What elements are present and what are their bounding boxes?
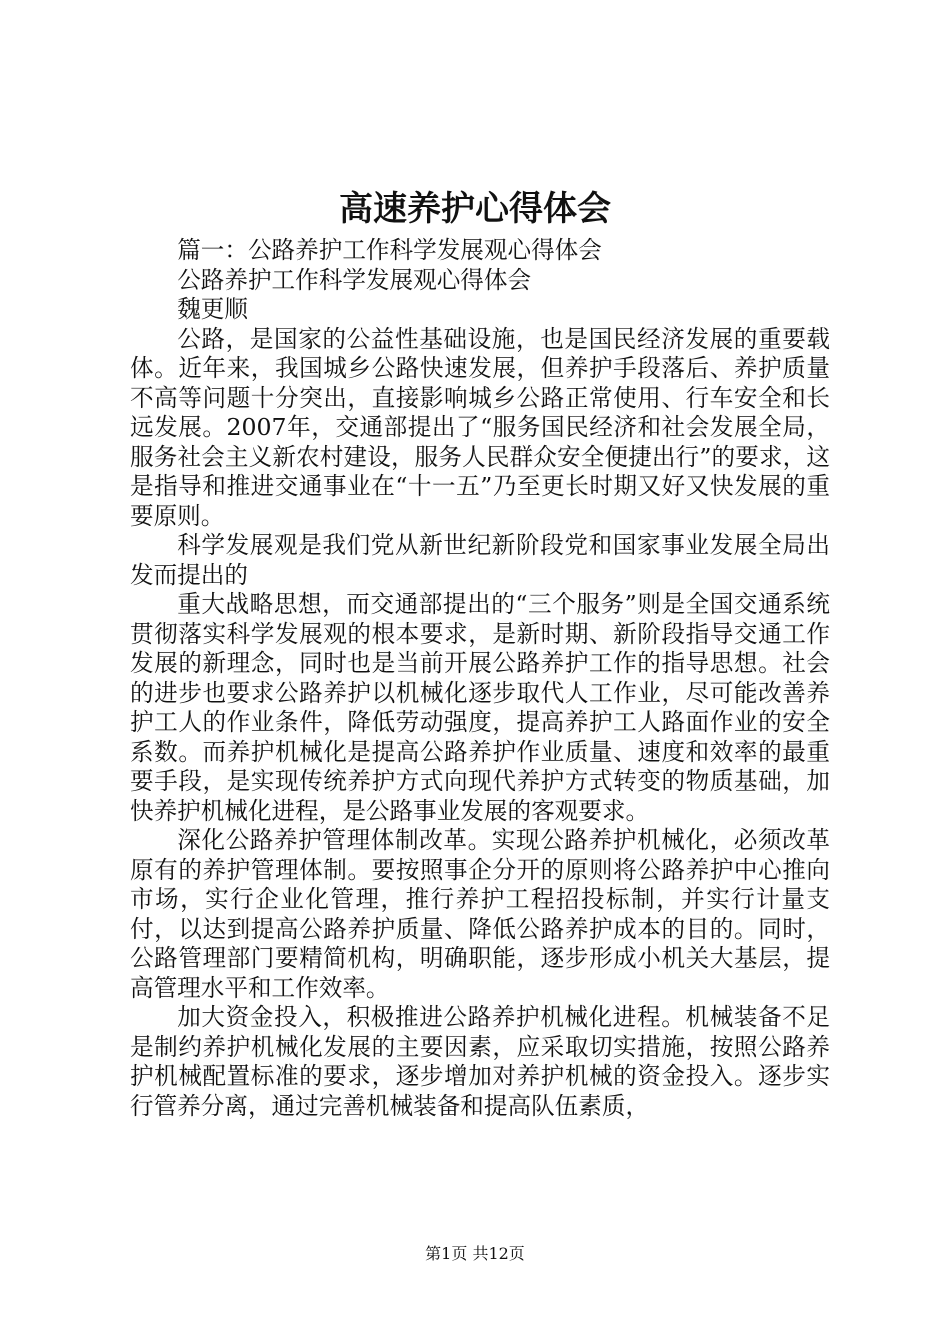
author-name: 魏更顺	[177, 295, 248, 323]
page-footer: 第1页 共12页	[425, 1244, 525, 1263]
body-paragraph: 公路，是国家的公益性基础设施，也是国民经济发展的重要载体。近年来，我国城乡公路快速发展，但养护手段落后、养护质量不高等问题十分突出，直接影响城乡公路正常使用、行车安全和长远发展。2007年，交通部提出了“服务国民经济和社会发展全局，服务社会主义新农村建设，服务人民群众安全便捷出行”的要求，这是指导和推进交通事业在“十一五”乃至更长时期又好又快发展的重要原则。	[130, 324, 830, 530]
body-paragraph: 深化公路养护管理体制改革。实现公路养护机械化，必须改革原有的养护管理体制。要按照事企分开的原则将公路养护中心推向市场，实行企业化管理，推行养护工程招投标制，并实行计量支付，以达到提高公路养护质量、降低公路养护成本的目的。同时，公路管理部门要精简机构，明确职能，逐步形成小机关大基层，提高管理水平和工作效率。	[130, 826, 830, 1002]
body-paragraph: 科学发展观是我们党从新世纪新阶段党和国家事业发展全局出发而提出的	[130, 531, 830, 589]
body-paragraph: 加大资金投入，积极推进公路养护机械化进程。机械装备不足是制约养护机械化发展的主要因素，应采取切实措施，按照公路养护机械配置标准的要求，逐步增加对养护机械的资金投入。逐步实行管养分离，通过完善机械装备和提高队伍素质，	[130, 1003, 830, 1120]
section-heading: 篇一：公路养护工作科学发展观心得体会	[177, 236, 602, 264]
document-title: 高速养护心得体会	[339, 189, 611, 229]
body-paragraph: 重大战略思想，而交通部提出的“三个服务”则是全国交通系统贯彻落实科学发展观的根本要求，是新时期、新阶段指导交通工作发展的新理念，同时也是当前开展公路养护工作的指导思想。社会的进步也要求公路养护以机械化逐步取代人工作业，尽可能改善养护工人的作业条件，降低劳动强度，提高养护工人路面作业的安全系数。而养护机械化是提高公路养护作业质量、速度和效率的最重要手段，是实现传统养护方式向现代养护方式转变的物质基础，加快养护机械化进程，是公路事业发展的客观要求。	[130, 590, 830, 825]
article-title: 公路养护工作科学发展观心得体会	[177, 265, 532, 294]
document-body	[130, 236, 830, 1121]
